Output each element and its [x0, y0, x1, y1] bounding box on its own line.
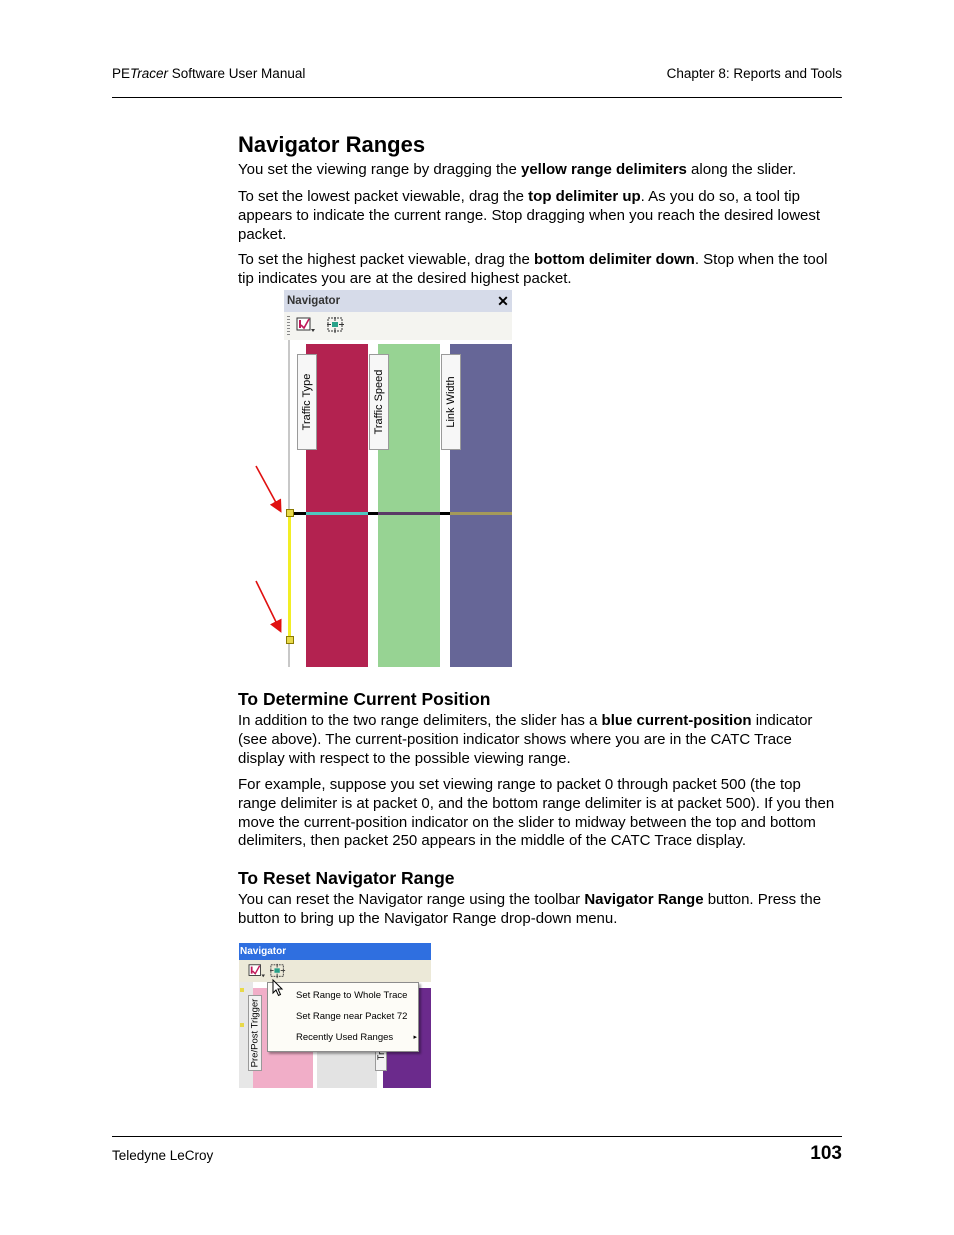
- paragraph: To set the highest packet viewable, drag the bottom delimiter down. Stop when the tool tip indicates you are at the desired highest packet.: [238, 251, 828, 287]
- navigator-title-bar: [284, 290, 512, 312]
- header-rule: [112, 97, 842, 98]
- arrow-bottom-delimiter: [256, 581, 280, 630]
- menu-item-near-packet[interactable]: Set Range near Packet 72: [296, 1011, 408, 1022]
- paragraph: You set the viewing range by dragging the yellow range delimiters along the slider.: [238, 161, 797, 178]
- page-number: 103: [810, 1143, 842, 1164]
- current-position-line: [440, 512, 450, 515]
- paragraph: You can reset the Navigator range using the toolbar Navigator Range button. Press the button to bring up the Navigator Range drop-down menu.: [238, 891, 822, 927]
- running-header-chapter: Chapter 8: Reports and Tools: [666, 66, 842, 81]
- subsection-heading: To Determine Current Position: [238, 689, 491, 709]
- tab-pre-post-trigger[interactable]: Pre/Post Trigger: [248, 995, 262, 1071]
- window-title: Navigator: [287, 295, 341, 307]
- navigator-window: [284, 290, 512, 667]
- navigator-figure: [250, 290, 512, 667]
- navigator-dropdown-figure: [239, 943, 431, 1088]
- footer-company: Teledyne LeCroy: [112, 1148, 214, 1163]
- current-position-line: [378, 512, 440, 515]
- current-position-line: [450, 512, 512, 515]
- paragraph: For example, suppose you set viewing range to packet 0 through packet 500 (the top range delimiter is at packet 0, and the bottom range delimiter is at packet 500). If you then move the current-position indicator on the slider to midway between the top and bottom delimiters, then packet 250 appears in the middle of the CATC Trace display.: [238, 776, 835, 850]
- running-header-title: PETracer Software User Manual: [112, 66, 306, 81]
- navigator-settings-icon[interactable]: [248, 963, 266, 979]
- close-icon[interactable]: ✕: [497, 293, 509, 309]
- paragraph: To set the lowest packet viewable, drag the top delimiter up. As you do so, a tool tip appears to indicate the current range. Stop dragging when you reach the desired lowest packet.: [238, 188, 821, 243]
- current-position-line: [306, 512, 368, 515]
- navigator-settings-icon[interactable]: [296, 316, 316, 334]
- navigator-title-bar: Navigator: [239, 943, 431, 960]
- submenu-arrow-icon: ▸: [413, 1034, 417, 1041]
- subsection-heading: To Reset Navigator Range: [238, 868, 455, 888]
- current-position-line: [368, 512, 378, 515]
- navigator-range-menu: [267, 982, 419, 1052]
- footer-rule: [112, 1136, 842, 1137]
- navigator-toolbar: [284, 312, 512, 340]
- tab-link-width[interactable]: Link Width: [441, 354, 461, 450]
- paragraph: In addition to the two range delimiters, the slider has a blue current-position indicator (see above). The current-position indicator shows where you are in the CATC Trace display with respect to the possible viewing range.: [238, 712, 813, 767]
- navigator-toolbar: [239, 960, 431, 982]
- range-line: [288, 516, 291, 644]
- top-delimiter-handle[interactable]: [240, 988, 244, 992]
- toolbar-grip[interactable]: [287, 316, 290, 336]
- menu-item-whole-trace[interactable]: Set Range to Whole Trace: [296, 990, 408, 1001]
- tab-traffic-type[interactable]: Traffic Type: [297, 354, 317, 450]
- menu-item-recent-ranges[interactable]: Recently Used Ranges ▸: [296, 1032, 417, 1043]
- top-delimiter-handle[interactable]: [286, 509, 294, 517]
- mouse-cursor-icon: [272, 979, 284, 997]
- bottom-delimiter-handle[interactable]: [286, 636, 294, 644]
- navigator-range-icon[interactable]: [326, 316, 346, 334]
- section-title: Navigator Ranges: [238, 132, 426, 157]
- bottom-delimiter-handle[interactable]: [240, 1023, 244, 1027]
- tab-traffic-speed[interactable]: Traffic Speed: [369, 354, 389, 450]
- tab-right[interactable]: Tr: [375, 995, 387, 1071]
- navigator-range-icon[interactable]: [269, 963, 287, 979]
- arrow-top-delimiter: [256, 466, 280, 510]
